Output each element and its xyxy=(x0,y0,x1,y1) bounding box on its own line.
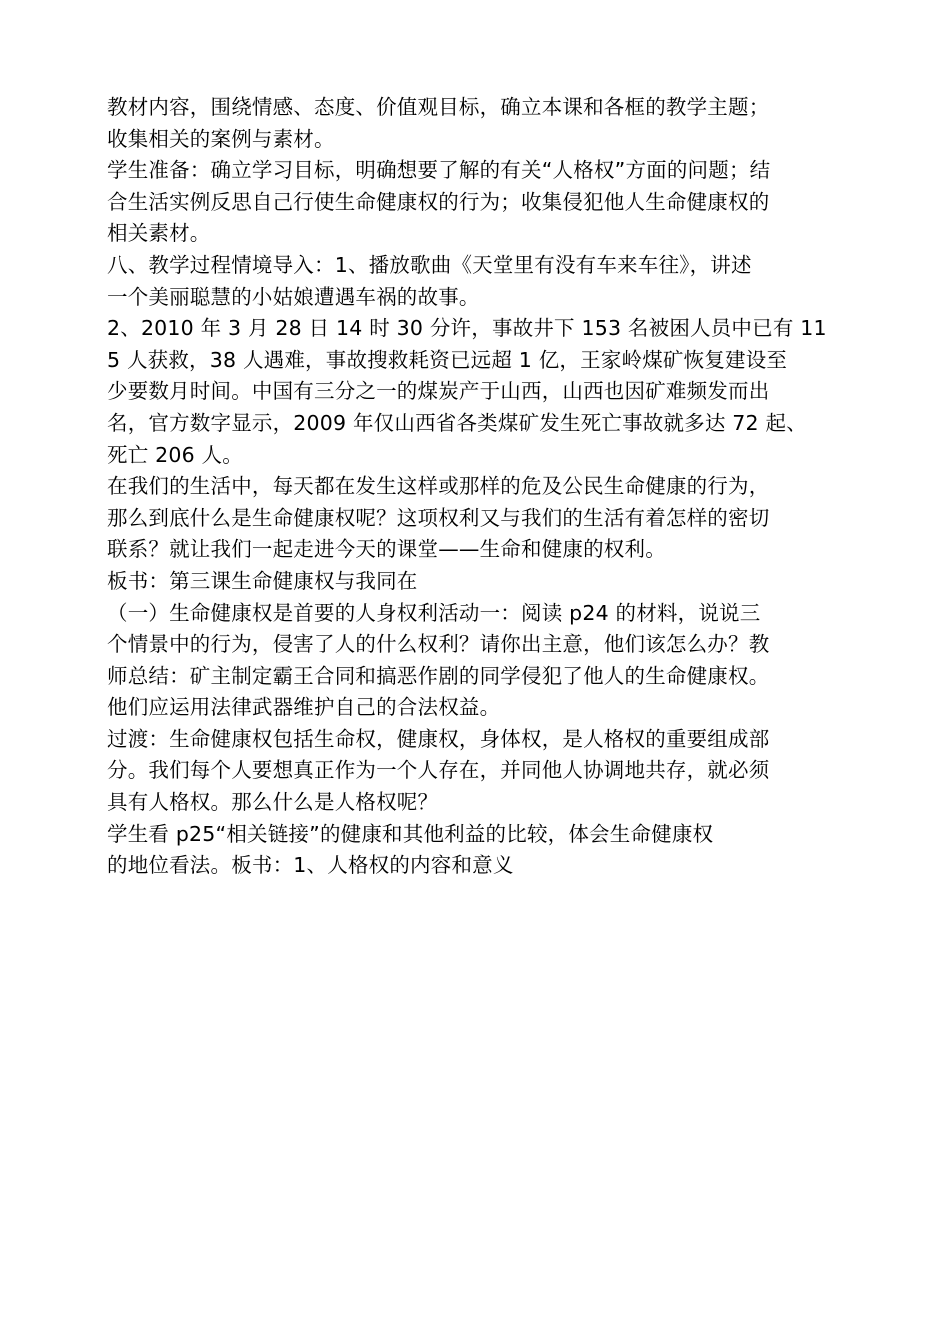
text-line: 相关素材。 xyxy=(107,221,211,246)
text-line: 那么到底什么是生命健康权呢？这项权利又与我们的生活有着怎样的密切 xyxy=(107,505,770,530)
text-line: 少要数月时间。中国有三分之一的煤炭产于山西，山西也因矿难频发而出 xyxy=(107,379,770,404)
text-line: 一个美丽聪慧的小姑娘遭遇车祸的故事。 xyxy=(107,284,480,309)
text-line: 学生看 p25“相关链接”的健康和其他利益的比较，体会生命健康权 xyxy=(107,821,714,846)
text-line: （一）生命健康权是首要的人身权利活动一：阅读 p24 的材料，说说三 xyxy=(107,600,761,625)
text-line: 合生活实例反思自己行使生命健康权的行为；收集侵犯他人生命健康权的 xyxy=(107,189,770,214)
text-line: 联系？就让我们一起走进今天的课堂——生命和健康的权利。 xyxy=(107,537,666,562)
text-line: 的地位看法。板书：1、人格权的内容和意义 xyxy=(107,853,514,878)
text-line: 教材内容，围绕情感、态度、价值观目标，确立本课和各框的教学主题； xyxy=(107,95,770,119)
text-line: 个情景中的行为，侵害了人的什么权利？请你出主意，他们该怎么办？教 xyxy=(107,632,770,657)
text-line: 八、教学过程情境导入：1、播放歌曲《天堂里有没有车来车往》，讲述 xyxy=(107,252,752,277)
text-line: 他们应运用法律武器维护自己的合法权益。 xyxy=(107,695,501,720)
text-line: 5 人获救，38 人遇难，事故搜救耗资已远超 1 亿，王家岭煤矿恢复建设至 xyxy=(107,347,788,372)
text-line: 2、2010 年 3 月 28 日 14 时 30 分许，事故井下 153 名被困人员中已有 11 xyxy=(107,316,827,341)
text-line: 分。我们每个人要想真正作为一个人存在，并同他人协调地共存，就必须 xyxy=(107,758,770,783)
text-line: 收集相关的案例与素材。 xyxy=(107,126,335,151)
text-line: 死亡 206 人。 xyxy=(107,442,243,467)
text-line: 在我们的生活中，每天都在发生这样或那样的危及公民生命健康的行为， xyxy=(107,474,770,499)
text-line: 师总结：矿主制定霸王合同和搞恶作剧的同学侵犯了他人的生命健康权。 xyxy=(107,663,770,688)
text-line: 具有人格权。那么什么是人格权呢？ xyxy=(107,790,439,815)
text-line: 过渡：生命健康权包括生命权，健康权，身体权，是人格权的重要组成部 xyxy=(107,726,770,751)
text-line: 学生准备：确立学习目标，明确想要了解的有关“人格权”方面的问题；结 xyxy=(107,158,771,183)
body-text xyxy=(107,92,887,882)
text-line: 名，官方数字显示，2009 年仅山西省各类煤矿发生死亡事故就多达 72 起、 xyxy=(107,410,807,435)
text-line: 板书：第三课生命健康权与我同在 xyxy=(107,568,418,593)
